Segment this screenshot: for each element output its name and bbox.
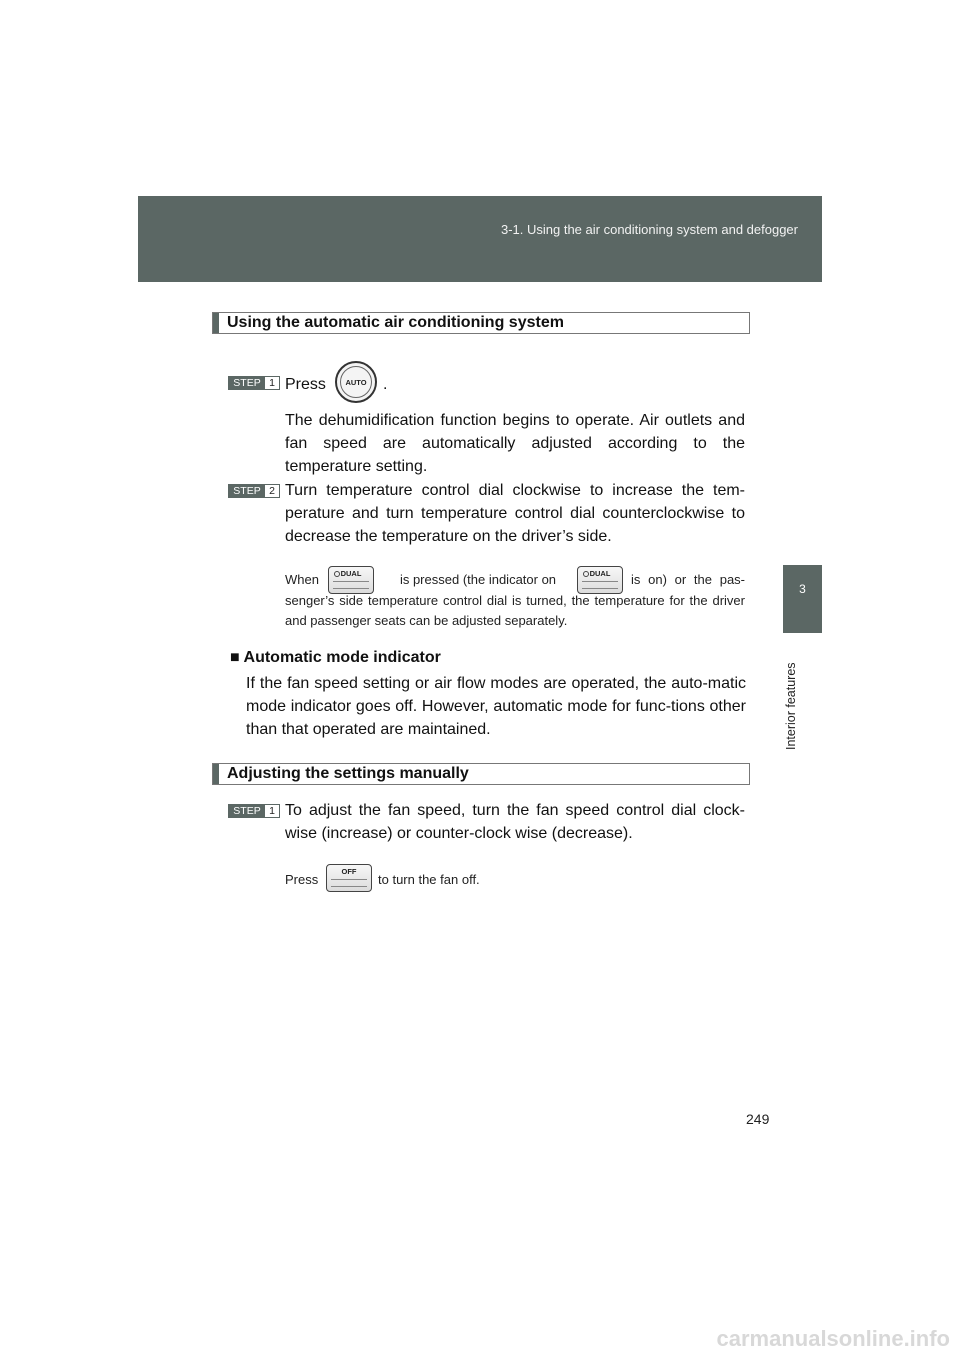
off-note-before: Press — [285, 872, 319, 887]
step-word: STEP — [229, 485, 265, 497]
section-heading-manual — [212, 763, 750, 785]
section-heading-text: Using the automatic air conditioning system — [227, 314, 564, 331]
step-badge — [228, 376, 280, 390]
step2-note-when: When — [285, 572, 319, 587]
auto-button-icon — [335, 361, 377, 403]
step1-text-before: Press — [285, 376, 326, 393]
off-button-label: OFF — [341, 867, 357, 876]
chapter-side-label: Interior features — [784, 662, 798, 750]
off-note-after: to turn the fan off. — [378, 872, 480, 887]
manual-step1-text: To adjust the fan speed, turn the fan speed control dial clock-wise (increase) or counter-clock wise (decrease). — [285, 802, 745, 842]
step-badge — [228, 484, 280, 498]
chapter-tab: 3 — [783, 565, 822, 633]
section-heading-text: Adjusting the settings manually — [227, 765, 469, 782]
header-band — [138, 196, 822, 282]
subsection-text: If the fan speed setting or air flow modes are operated, the auto-matic mode indicator goes off. However, automatic mode for func-tions other than that operated are maintained. — [246, 675, 746, 738]
dual-button-label: DUAL — [589, 569, 611, 578]
step-number: 1 — [265, 377, 279, 389]
step1-description: The dehumidification function begins to operate. Air outlets and fan speed are automatically adjusted according to the temperature setting. — [285, 412, 745, 475]
step2-note-end: is on) or the pas-senger’s side temperature control dial is turned, the temperature for the driver and passenger seats can be adjusted separately. — [285, 572, 745, 628]
step-badge — [228, 804, 280, 818]
page-number: 249 — [746, 1111, 770, 1127]
auto-button-label: AUTO — [340, 366, 372, 398]
step-word: STEP — [229, 805, 265, 817]
step-number: 1 — [265, 805, 279, 817]
step1-text-after: . — [383, 376, 388, 393]
button-ridge — [331, 879, 367, 887]
step2-text: Turn temperature control dial clockwise to increase the tem-perature and turn temperature control dial counterclockwise to decrease the temperature on the driver’s side. — [285, 482, 745, 545]
step-number: 2 — [265, 485, 279, 497]
step2-note-middle: is pressed (the indicator on — [399, 572, 557, 587]
chapter-title: 3-1. Using the air conditioning system and defogger — [500, 222, 798, 237]
off-button-icon — [326, 864, 372, 892]
step-word: STEP — [229, 377, 265, 389]
dual-button-label: DUAL — [340, 569, 362, 578]
section-heading-auto-ac — [212, 312, 750, 334]
subsection-heading: ■ Automatic mode indicator — [230, 649, 441, 666]
watermark: carmanualsonline.info — [716, 1326, 950, 1351]
